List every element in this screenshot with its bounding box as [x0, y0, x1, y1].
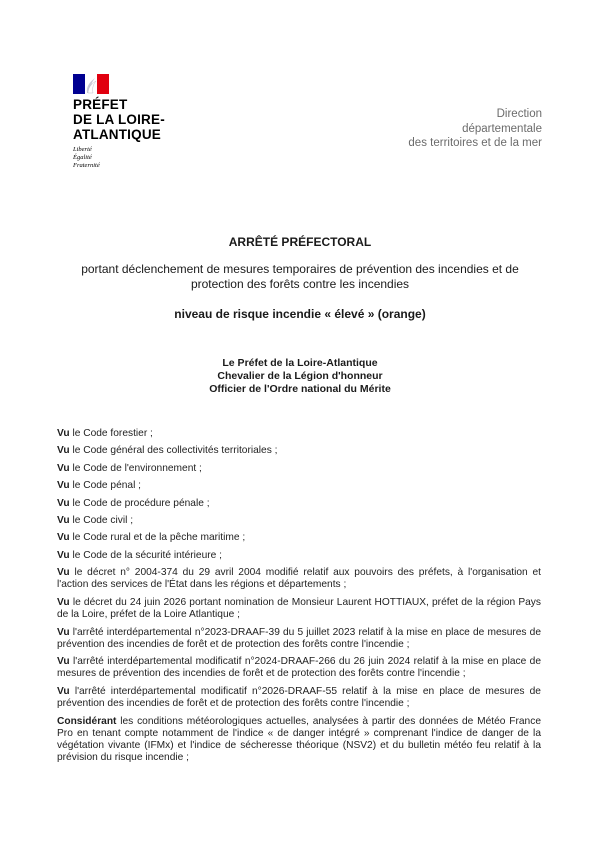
visa-text: le Code rural et de la pêche maritime ; — [72, 532, 246, 544]
visa-text: le Code pénal ; — [72, 480, 142, 492]
visa-lead: Vu — [57, 445, 70, 457]
visa-lead: Vu — [57, 428, 70, 439]
authority-line: Chevalier de la Légion d'honneur — [217, 370, 383, 382]
visa-text: le Code de procédure pénale ; — [72, 497, 210, 509]
visa-item — [57, 550, 541, 562]
visa-lead: Vu — [57, 480, 70, 492]
visa-item — [57, 463, 541, 475]
visa-lead: Vu — [57, 567, 70, 579]
visa-lead: Vu — [57, 549, 70, 561]
visa-list — [57, 428, 541, 770]
visa-lead: Vu — [57, 532, 70, 544]
authority-block — [0, 357, 600, 396]
visa-item — [57, 480, 541, 492]
visa-lead: Vu — [57, 685, 70, 697]
visa-lead: Vu — [57, 462, 70, 474]
visa-text: le Code forestier ; — [72, 428, 153, 439]
visa-text: l'arrêté interdépartemental n°2023-DRAAF-39 du 5 juillet 2023 relatif à la mise en place de mesures de prévention des incendies de forêt et de protection des forêts contre l'incendie ; — [57, 626, 541, 650]
visa-item — [57, 428, 541, 440]
marianne-flag-icon — [73, 74, 109, 94]
visa-item — [57, 445, 541, 457]
document-title: ARRÊTÉ PRÉFECTORAL — [228, 235, 372, 249]
prefet-line: ATLANTIQUE — [73, 127, 161, 142]
visa-text: le décret n° 2004-374 du 29 avril 2004 modifié relatif aux pouvoirs des préfets, à l'organisation et l'action des services de l'État dans les régions et départements ; — [57, 567, 541, 591]
visa-item — [57, 597, 541, 622]
authority-line: Le Préfet de la Loire-Atlantique — [222, 357, 378, 369]
visa-item — [57, 716, 541, 765]
prefet-title — [73, 97, 203, 142]
visa-lead: Vu — [57, 497, 70, 509]
visa-lead: Vu — [57, 656, 70, 668]
visa-lead: Vu — [57, 514, 70, 526]
visa-item — [57, 567, 541, 592]
service-line: Direction — [496, 108, 542, 120]
document-subtitle: portant déclenchement de mesures temporaires de prévention des incendies et de protection des forêts contre les incendies — [81, 262, 519, 291]
visa-text: le décret du 24 juin 2026 portant nomination de Monsieur Laurent HOTTIAUX, préfet de la région Pays de la Loire, préfet de la Loire Atlantique ; — [57, 596, 541, 621]
republic-motto — [73, 146, 203, 170]
visa-item — [57, 627, 541, 652]
prefet-line: PRÉFET — [73, 97, 128, 112]
visa-lead: Vu — [57, 626, 70, 638]
visa-lead: Vu — [57, 596, 70, 608]
service-line: des territoires et de la mer — [408, 137, 542, 149]
visa-text: le Code général des collectivités territoriales ; — [72, 445, 278, 457]
prefet-line: DE LA LOIRE- — [73, 112, 165, 127]
visa-text: les conditions météorologiques actuelles, analysées à partir des données de Météo France Pro en tenant compte notamment de l'indice « de danger intégré » comprenant l'indice de danger de la végétation vivante (IFMx) et l'indice de sécheresse théorique (NSV2) et du bulletin météo feu relatif à la prévision du risque incendie ; — [57, 715, 541, 764]
visa-item — [57, 532, 541, 544]
prefecture-logo — [73, 74, 203, 170]
authority-line: Officier de l'Ordre national du Mérite — [209, 383, 391, 395]
motto-line: Égalité — [73, 154, 92, 161]
service-line: départementale — [462, 122, 542, 135]
motto-line: Fraternité — [73, 162, 100, 169]
visa-item — [57, 515, 541, 527]
visa-item — [57, 498, 541, 510]
visa-item — [57, 656, 541, 681]
motto-line: Liberté — [73, 146, 92, 153]
visa-text: le Code de la sécurité intérieure ; — [72, 549, 222, 561]
issuing-service — [408, 107, 542, 151]
visa-lead: Considérant — [57, 715, 117, 727]
visa-text: l'arrêté interdépartemental modificatif n°2024-DRAAF-266 du 26 juin 2024 relatif à la mise en place de mesures de prévention des incendies de forêt et de protection des forêts contre l'incendie ; — [57, 656, 541, 680]
visa-text: le Code civil ; — [72, 514, 134, 526]
risk-level: niveau de risque incendie « élevé » (orange) — [174, 307, 426, 321]
visa-text: l'arrêté interdépartemental modificatif n°2026-DRAAF-55 relatif à la mise en place de mesures de prévention des incendies de forêt et de protection des forêts contre l'incendie ; — [57, 685, 541, 710]
visa-text: le Code de l'environnement ; — [72, 462, 202, 474]
visa-item — [57, 686, 541, 711]
